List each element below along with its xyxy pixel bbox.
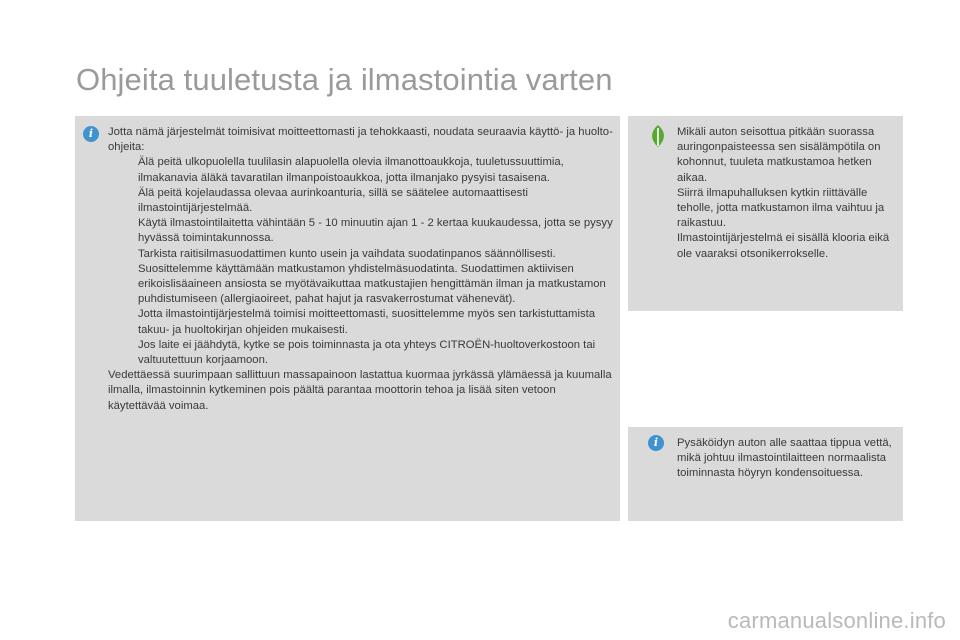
eco-tip-text xyxy=(677,125,899,262)
instructions-text xyxy=(108,125,613,414)
info-note-text: Pysäköidyn auton alle saattaa tippua vettä, mikä johtuu ilmastointilaitteen normaalista toiminnasta höyryn kondensoituessa. xyxy=(677,437,892,480)
list-item xyxy=(108,307,613,337)
list-item-text: Älä peitä kojelaudassa olevaa aurinkoanturia, sillä se säätelee automaattisesti ilmastointijärjestelmää. xyxy=(138,186,528,215)
eco-tip-paragraph: Ilmastointijärjestelmä ei sisällä klooria eikä ole vaaraksi otsonikerrokselle. xyxy=(677,232,890,260)
info-icon: i xyxy=(83,126,99,142)
instructions-intro: Jotta nämä järjestelmät toimisivat moitteettomasti ja tehokkaasti, noudata seuraavia käyttö- ja huolto-ohjeita: xyxy=(108,126,613,154)
eco-leaf-icon xyxy=(648,124,668,148)
instructions-closing: Vedettäessä suurimpaan sallittuun massapainoon lastattua kuormaa jyrkässä ylämäessä ja kuumalla ilmalla, ilmastoinnin kytkeminen pois päältä parantaa moottorin tehoa ja lisää siten vetoon käytettävää voimaa. xyxy=(108,369,612,412)
list-item-text: Jos laite ei jäähdytä, kytke se pois toiminnasta ja ota yhteys CITROËN-huoltoverkostoon tai valtuutettuun korjaamoon. xyxy=(138,338,596,367)
list-item xyxy=(108,186,613,216)
list-item xyxy=(108,216,613,246)
list-item xyxy=(108,155,613,185)
list-item xyxy=(108,338,613,368)
instructions-bullet-list xyxy=(108,155,613,368)
list-item-text: Älä peitä ulkopuolella tuulilasin alapuolella olevia ilmanottoaukkoja, tuuletussuuttimia, ilmakanavia äläkä tavaratilan ilmanpoistoaukkoa, jotta ilmanjako pysyisi tasaisena. xyxy=(138,156,564,184)
list-item-text: Jotta ilmastointijärjestelmä toimisi moitteettomasti, suosittelemme myös sen tarkistuttamista takuu- ja huoltokirjan ohjeiden mukaisesti. xyxy=(138,308,596,336)
eco-tip-paragraph: Siirrä ilmapuhalluksen kytkin riittävälle teholle, jotta matkustamon ilma vaihtuu ja raikastuu. xyxy=(677,186,885,230)
instructions-box xyxy=(75,116,620,521)
info-icon: i xyxy=(648,435,664,451)
info-note-box xyxy=(628,427,903,521)
watermark: carmanualsonline.info xyxy=(727,608,946,633)
list-item-text: Käytä ilmastointilaitetta vähintään 5 - 10 minuutin ajan 1 - 2 kertaa kuukaudessa, jotta se pysyy hyvässä toimintakunnossa. xyxy=(138,217,613,245)
eco-tip-paragraph: Mikäli auton seisottua pitkään suorassa auringonpaisteessa sen sisälämpötila on kohonnut, tuuleta matkustamoa hetken aikaa. xyxy=(677,126,881,184)
list-item xyxy=(108,247,613,308)
eco-tip-box xyxy=(628,116,903,311)
list-item-text: Tarkista raitisilmasuodattimen kunto usein ja vaihdata suodatinpanos säännöllisesti. Suosittelemme käyttämään matkustamon yhdistelmäsuodatinta. Suodattimen aktiivisen erikoislisäaineen ansiosta se myötävaikuttaa matkustajien hengittämän ilman ja matkustamon puhdistumiseen (allergiaoireet, pahat hajut ja rasvakerrostumat vähenevät). xyxy=(138,247,606,306)
page-title: Ohjeita tuuletusta ja ilmastointia varten xyxy=(76,62,613,97)
